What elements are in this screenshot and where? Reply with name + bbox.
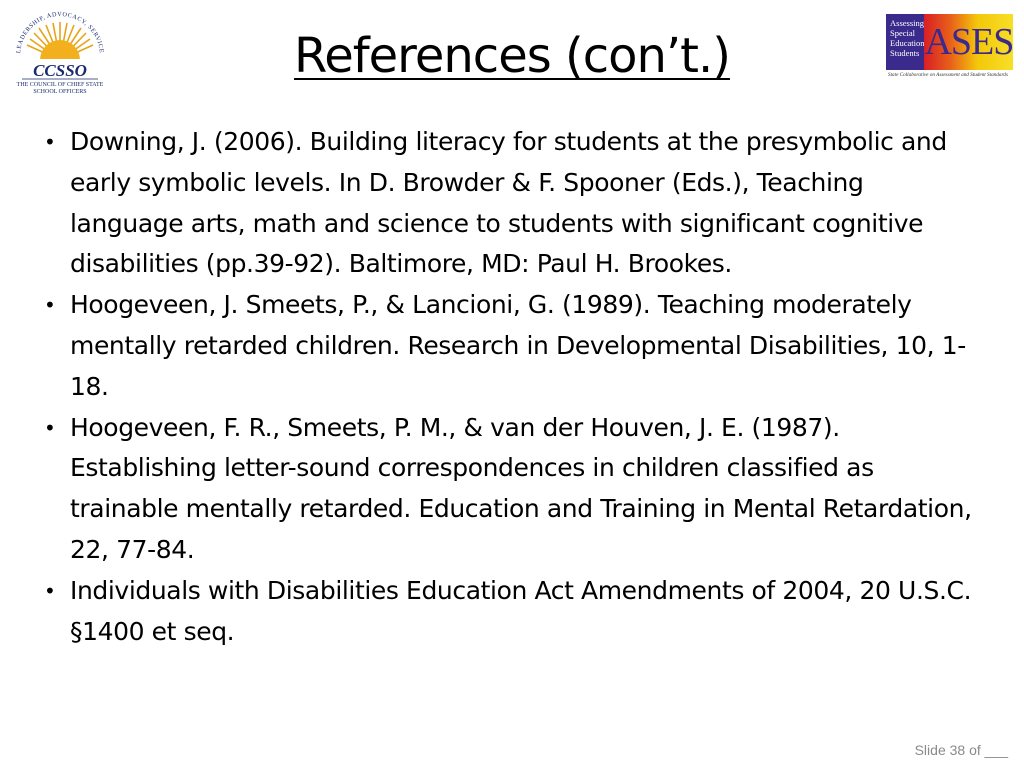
ases-line2: Special: [890, 28, 916, 38]
ases-line3: Education: [890, 38, 925, 48]
ases-logo-text-block: [886, 14, 924, 70]
bullet-icon: •: [44, 293, 56, 318]
ases-caption: State Collaborative on Assessment and Student Standards: [888, 72, 1008, 78]
slide-title: References (con’t.): [294, 28, 730, 84]
ccsso-line2: SCHOOL OFFICERS: [33, 89, 87, 95]
reference-item: [44, 408, 974, 571]
ases-logo: [886, 14, 1014, 82]
slide-number: Slide 38 of ___: [914, 742, 1008, 758]
reference-text: Downing, J. (2006). Building literacy for students at the presymbolic and early symbolic levels. In D. Browder & F. Spooner (Eds.), Teaching language arts, math and science to students with significant cognitive disabilities (pp.39-92). Baltimore, MD: Paul H. Brookes.: [70, 127, 947, 279]
reference-item: [44, 122, 974, 285]
slide-title-container: [0, 28, 1024, 84]
ases-line4: Students: [890, 48, 920, 58]
bullet-icon: •: [44, 578, 56, 603]
ccsso-wordmark: CCSSO: [33, 61, 87, 80]
reference-item: [44, 571, 974, 653]
reference-item: [44, 285, 974, 407]
references-list: [44, 122, 974, 652]
reference-text: Individuals with Disabilities Education Act Amendments of 2004, 20 U.S.C. §1400 et seq.: [70, 575, 972, 646]
bullet-icon: •: [44, 415, 56, 440]
ases-wordmark: ASES: [924, 14, 1013, 70]
reference-text: Hoogeveen, F. R., Smeets, P. M., & van der Houven, J. E. (1987). Establishing letter-sound correspondences in children classified as trainable mentally retarded. Education and Training in Mental Retardation, 22, 77-84.: [70, 412, 972, 564]
reference-text: Hoogeveen, J. Smeets, P., & Lancioni, G. (1989). Teaching moderately mentally retarded children. Research in Developmental Disabilities, 10, 1-18.: [70, 290, 966, 401]
bullet-icon: •: [44, 130, 56, 154]
ccsso-arc-text: LEADERSHIP, ADVOCACY, SERVICE: [15, 10, 105, 54]
ases-logo-box: [886, 14, 1014, 70]
ases-line1: Assessing: [890, 18, 925, 28]
ccsso-line1: THE COUNCIL OF CHIEF STATE: [16, 82, 104, 88]
